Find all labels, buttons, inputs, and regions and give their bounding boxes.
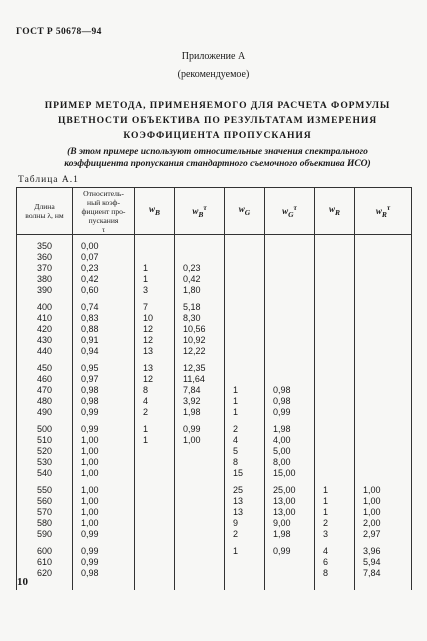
cell-wR-tau: 1,00 — [355, 507, 412, 518]
cell-wavelength: 420 — [17, 324, 73, 335]
table-row — [17, 396, 412, 407]
cell-rel-transmittance: 0,91 — [73, 335, 135, 346]
cell-wG: 15 — [225, 468, 265, 479]
table-row — [17, 346, 412, 357]
cell-wavelength: 350 — [17, 235, 73, 253]
cell-wB: 7 — [135, 296, 175, 313]
cell-wB: 1 — [135, 418, 175, 435]
cell-wB-tau — [175, 568, 225, 579]
cell-wR — [315, 335, 355, 346]
cell-wB — [135, 540, 175, 557]
cell-wB-tau — [175, 529, 225, 540]
cell-wG — [225, 568, 265, 579]
cell-rel-transmittance: 0,74 — [73, 296, 135, 313]
cell-wB-tau — [175, 518, 225, 529]
cell-rel-transmittance: 0,99 — [73, 557, 135, 568]
cell-rel-transmittance: 0,95 — [73, 357, 135, 374]
cell-wG-tau — [265, 557, 315, 568]
cell-wB — [135, 518, 175, 529]
cell-wR — [315, 357, 355, 374]
cell-wG-tau: 4,00 — [265, 435, 315, 446]
cell-wG: 8 — [225, 457, 265, 468]
cell-wB: 8 — [135, 385, 175, 396]
cell-wB — [135, 568, 175, 579]
cell-wG-tau: 25,00 — [265, 479, 315, 496]
cell-wR — [315, 235, 355, 253]
cell-wG — [225, 557, 265, 568]
cell-wR: 8 — [315, 568, 355, 579]
cell-rel-transmittance: 0,83 — [73, 313, 135, 324]
cell-wB: 13 — [135, 357, 175, 374]
note-line-1: (В этом примере используют относительные значения спектрального — [67, 147, 368, 157]
header-rel-line-4: пускания — [88, 215, 119, 225]
cell-wB-tau: 0,99 — [175, 418, 225, 435]
cell-rel-transmittance: 0,97 — [73, 374, 135, 385]
cell-wG — [225, 252, 265, 263]
cell-wavelength: 510 — [17, 435, 73, 446]
cell-wB-tau — [175, 540, 225, 557]
cell-wR: 6 — [315, 557, 355, 568]
cell-wG: 9 — [225, 518, 265, 529]
cell-wG — [225, 357, 265, 374]
cell-wavelength: 620 — [17, 568, 73, 579]
cell-wR — [315, 418, 355, 435]
cell-wB: 3 — [135, 285, 175, 296]
cell-rel-transmittance: 0,88 — [73, 324, 135, 335]
cell-wB-tau — [175, 507, 225, 518]
cell-wB-tau — [175, 496, 225, 507]
cell-rel-transmittance: 0,07 — [73, 252, 135, 263]
cell-wG-tau: 1,98 — [265, 529, 315, 540]
cell-wavelength: 360 — [17, 252, 73, 263]
cell-rel-transmittance: 0,99 — [73, 418, 135, 435]
cell-wavelength: 480 — [17, 396, 73, 407]
cell-wG — [225, 335, 265, 346]
cell-wavelength: 590 — [17, 529, 73, 540]
cell-wB-tau — [175, 457, 225, 468]
cell-wB: 10 — [135, 313, 175, 324]
cell-wB-tau — [175, 557, 225, 568]
table-row — [17, 374, 412, 385]
heading-line-1: ПРИМЕР МЕТОДА, ПРИМЕНЯЕМОГО ДЛЯ РАСЧЕТА ФОРМУЛЫ — [44, 100, 391, 111]
cell-wR — [315, 285, 355, 296]
header-wR: $w_R$ — [315, 188, 355, 235]
cell-wB — [135, 252, 175, 263]
cell-wavelength: 470 — [17, 385, 73, 396]
cell-wG-tau — [265, 324, 315, 335]
table-row — [17, 496, 412, 507]
cell-wB: 2 — [135, 407, 175, 418]
appendix-subtitle: (рекомендуемое) — [177, 69, 250, 80]
page-number: 10 — [17, 576, 28, 588]
cell-wG-tau — [265, 335, 315, 346]
cell-wR: 1 — [315, 496, 355, 507]
table-body — [17, 235, 412, 591]
cell-wG-tau: 0,98 — [265, 396, 315, 407]
header-rel-line-5: τ — [101, 224, 106, 234]
table-row — [17, 529, 412, 540]
cell-wB: 12 — [135, 335, 175, 346]
cell-wavelength: 390 — [17, 285, 73, 296]
table-row — [17, 479, 412, 496]
note-line-2: коэффициента пропускания стандартного съемочного объектива ИСО) — [64, 159, 371, 169]
cell-rel-transmittance: 1,00 — [73, 479, 135, 496]
cell-wG — [225, 313, 265, 324]
cell-wavelength: 410 — [17, 313, 73, 324]
cell-rel-transmittance: 1,00 — [73, 518, 135, 529]
table-name: Таблица А.1 — [18, 175, 79, 185]
cell-wG: 2 — [225, 418, 265, 435]
cell-wavelength: 550 — [17, 479, 73, 496]
cell-wG-tau — [265, 296, 315, 313]
table-row — [17, 274, 412, 285]
table-row — [17, 435, 412, 446]
header-rel-line-3: фициент про- — [81, 206, 126, 216]
cell-wG-tau: 0,99 — [265, 540, 315, 557]
cell-wG: 1 — [225, 385, 265, 396]
heading-line-3: КОЭФФИЦИЕНТА ПРОПУСКАНИЯ — [123, 130, 312, 141]
table-row — [17, 296, 412, 313]
table-row — [17, 540, 412, 557]
table-row — [17, 385, 412, 396]
cell-wG: 4 — [225, 435, 265, 446]
cell-wG — [225, 296, 265, 313]
header-wavelength-line-2: волны λ, нм — [25, 211, 64, 220]
cell-wR-tau — [355, 468, 412, 479]
cell-wR: 2 — [315, 518, 355, 529]
table-row — [17, 418, 412, 435]
cell-wG-tau: 5,00 — [265, 446, 315, 457]
cell-wavelength: 380 — [17, 274, 73, 285]
cell-wG — [225, 263, 265, 274]
cell-wR-tau — [355, 418, 412, 435]
cell-wB — [135, 507, 175, 518]
cell-wB-tau — [175, 479, 225, 496]
cell-wG: 5 — [225, 446, 265, 457]
cell-wG-tau: 8,00 — [265, 457, 315, 468]
cell-wB: 1 — [135, 274, 175, 285]
appendix-title: Приложение А — [181, 51, 246, 62]
cell-wR — [315, 396, 355, 407]
cell-wG: 1 — [225, 396, 265, 407]
header-wG: $w_G$ — [225, 188, 265, 235]
cell-wB-tau: 10,92 — [175, 335, 225, 346]
cell-wR-tau: 1,00 — [355, 479, 412, 496]
cell-wR — [315, 274, 355, 285]
cell-spacer — [265, 579, 315, 590]
cell-wG-tau: 9,00 — [265, 518, 315, 529]
cell-wR-tau — [355, 374, 412, 385]
cell-wR-tau — [355, 274, 412, 285]
cell-wG-tau — [265, 374, 315, 385]
table-row — [17, 263, 412, 274]
cell-wG-tau — [265, 357, 315, 374]
cell-wB-tau: 1,00 — [175, 435, 225, 446]
header-wB: $w_B$ — [135, 188, 175, 235]
cell-wR-tau: 2,00 — [355, 518, 412, 529]
table-row-spacer — [17, 579, 412, 590]
cell-wavelength: 560 — [17, 496, 73, 507]
cell-wR — [315, 457, 355, 468]
cell-wG-tau — [265, 346, 315, 357]
heading-line-2: ЦВЕТНОСТИ ОБЪЕКТИВА ПО РЕЗУЛЬТАТАМ ИЗМЕРЕНИЯ — [57, 115, 378, 126]
cell-wB-tau: 7,84 — [175, 385, 225, 396]
cell-wR — [315, 263, 355, 274]
cell-wB-tau: 0,42 — [175, 274, 225, 285]
cell-rel-transmittance: 1,00 — [73, 496, 135, 507]
cell-wB-tau: 1,98 — [175, 407, 225, 418]
cell-wG-tau — [265, 285, 315, 296]
cell-wB: 4 — [135, 396, 175, 407]
cell-wB — [135, 468, 175, 479]
cell-wR — [315, 446, 355, 457]
cell-wR-tau — [355, 324, 412, 335]
cell-rel-transmittance: 1,00 — [73, 468, 135, 479]
cell-wG-tau — [265, 568, 315, 579]
cell-wR-tau — [355, 313, 412, 324]
cell-wB: 1 — [135, 263, 175, 274]
header-rel-line-1: Относитель- — [83, 188, 124, 198]
cell-wR-tau: 7,84 — [355, 568, 412, 579]
cell-wR-tau — [355, 396, 412, 407]
cell-rel-transmittance: 0,98 — [73, 396, 135, 407]
cell-wB-tau: 8,30 — [175, 313, 225, 324]
table-row — [17, 568, 412, 579]
table-header-row — [17, 188, 412, 235]
cell-wG-tau: 13,00 — [265, 496, 315, 507]
cell-wavelength: 490 — [17, 407, 73, 418]
cell-wR: 4 — [315, 540, 355, 557]
cell-wavelength: 370 — [17, 263, 73, 274]
cell-rel-transmittance: 0,99 — [73, 540, 135, 557]
cell-wG: 1 — [225, 540, 265, 557]
header-wR-tau: $w_R^\tau$ — [355, 188, 412, 235]
cell-wR — [315, 324, 355, 335]
cell-wavelength: 570 — [17, 507, 73, 518]
cell-wavelength: 520 — [17, 446, 73, 457]
cell-wG — [225, 274, 265, 285]
cell-spacer — [225, 579, 265, 590]
table-row — [17, 557, 412, 568]
cell-wB-tau: 11,64 — [175, 374, 225, 385]
cell-wG-tau: 13,00 — [265, 507, 315, 518]
cell-wG: 1 — [225, 407, 265, 418]
table-row — [17, 252, 412, 263]
cell-wB-tau: 5,18 — [175, 296, 225, 313]
header-wB-tau: $w_B^\tau$ — [175, 188, 225, 235]
cell-wR-tau — [355, 346, 412, 357]
cell-wB-tau: 12,35 — [175, 357, 225, 374]
cell-wB — [135, 557, 175, 568]
cell-wR — [315, 313, 355, 324]
cell-wR-tau — [355, 263, 412, 274]
cell-wG: 2 — [225, 529, 265, 540]
cell-wB-tau — [175, 235, 225, 253]
cell-wB-tau: 3,92 — [175, 396, 225, 407]
cell-wB-tau — [175, 252, 225, 263]
table-row — [17, 357, 412, 374]
cell-rel-transmittance: 0,98 — [73, 568, 135, 579]
cell-wG — [225, 346, 265, 357]
cell-wR-tau: 1,00 — [355, 496, 412, 507]
cell-wG: 13 — [225, 507, 265, 518]
cell-wG — [225, 324, 265, 335]
cell-wG-tau — [265, 252, 315, 263]
table-row — [17, 335, 412, 346]
cell-wR — [315, 346, 355, 357]
cell-wG-tau: 0,99 — [265, 407, 315, 418]
cell-wB: 13 — [135, 346, 175, 357]
cell-spacer — [315, 579, 355, 590]
cell-wG-tau — [265, 235, 315, 253]
cell-rel-transmittance: 1,00 — [73, 435, 135, 446]
cell-wB — [135, 446, 175, 457]
table-row — [17, 324, 412, 335]
header-relative-transmittance — [73, 188, 135, 235]
cell-wavelength: 610 — [17, 557, 73, 568]
table-row — [17, 407, 412, 418]
cell-wavelength: 600 — [17, 540, 73, 557]
cell-wB: 12 — [135, 324, 175, 335]
cell-wB-tau: 12,22 — [175, 346, 225, 357]
cell-wB-tau — [175, 468, 225, 479]
cell-rel-transmittance: 0,60 — [73, 285, 135, 296]
cell-wR-tau — [355, 407, 412, 418]
standard-header: ГОСТ Р 50678—94 — [16, 27, 102, 37]
cell-wavelength: 440 — [17, 346, 73, 357]
cell-rel-transmittance: 0,42 — [73, 274, 135, 285]
cell-wG-tau — [265, 263, 315, 274]
cell-wavelength: 400 — [17, 296, 73, 313]
table-row — [17, 518, 412, 529]
cell-wB: 1 — [135, 435, 175, 446]
header-wG-tau: $w_G^\tau$ — [265, 188, 315, 235]
table-row — [17, 235, 412, 253]
cell-wG — [225, 374, 265, 385]
cell-rel-transmittance: 0,94 — [73, 346, 135, 357]
cell-wR-tau — [355, 285, 412, 296]
cell-wavelength: 450 — [17, 357, 73, 374]
cell-wR-tau — [355, 435, 412, 446]
cell-rel-transmittance: 1,00 — [73, 457, 135, 468]
table-row — [17, 507, 412, 518]
cell-wG-tau: 15,00 — [265, 468, 315, 479]
cell-wR — [315, 435, 355, 446]
cell-wB-tau: 0,23 — [175, 263, 225, 274]
header-rel-line-2: ный коэф- — [87, 197, 120, 207]
cell-rel-transmittance: 1,00 — [73, 507, 135, 518]
cell-wavelength: 430 — [17, 335, 73, 346]
cell-wR-tau: 5,94 — [355, 557, 412, 568]
cell-wR-tau — [355, 457, 412, 468]
cell-wG: 13 — [225, 496, 265, 507]
cell-wG — [225, 285, 265, 296]
cell-rel-transmittance: 0,23 — [73, 263, 135, 274]
cell-wR-tau — [355, 335, 412, 346]
cell-rel-transmittance: 1,00 — [73, 446, 135, 457]
cell-wR — [315, 374, 355, 385]
cell-wR — [315, 385, 355, 396]
cell-wavelength: 500 — [17, 418, 73, 435]
table-row — [17, 457, 412, 468]
cell-wG-tau: 0,98 — [265, 385, 315, 396]
header-wavelength-line-1: Длина — [34, 202, 55, 211]
cell-wB-tau: 1,80 — [175, 285, 225, 296]
cell-wR-tau: 2,97 — [355, 529, 412, 540]
cell-spacer — [73, 579, 135, 590]
cell-rel-transmittance: 0,98 — [73, 385, 135, 396]
cell-wG-tau: 1,98 — [265, 418, 315, 435]
cell-wavelength: 540 — [17, 468, 73, 479]
cell-wB — [135, 529, 175, 540]
cell-wavelength: 530 — [17, 457, 73, 468]
cell-wG — [225, 235, 265, 253]
cell-wB-tau — [175, 446, 225, 457]
cell-wR — [315, 407, 355, 418]
cell-wR — [315, 252, 355, 263]
cell-rel-transmittance: 0,99 — [73, 407, 135, 418]
cell-wR-tau — [355, 446, 412, 457]
cell-wR: 3 — [315, 529, 355, 540]
cell-wR-tau — [355, 235, 412, 253]
cell-rel-transmittance: 0,00 — [73, 235, 135, 253]
cell-wB-tau: 10,56 — [175, 324, 225, 335]
table-row — [17, 468, 412, 479]
header-wavelength — [17, 188, 73, 235]
cell-wB — [135, 457, 175, 468]
cell-wR: 1 — [315, 507, 355, 518]
cell-wR — [315, 296, 355, 313]
cell-spacer — [175, 579, 225, 590]
cell-wR: 1 — [315, 479, 355, 496]
table-row — [17, 446, 412, 457]
cell-rel-transmittance: 0,99 — [73, 529, 135, 540]
data-table — [16, 187, 412, 590]
cell-wB — [135, 235, 175, 253]
cell-spacer — [355, 579, 412, 590]
cell-wG: 25 — [225, 479, 265, 496]
cell-wR-tau — [355, 385, 412, 396]
cell-wR-tau — [355, 296, 412, 313]
cell-wB — [135, 479, 175, 496]
cell-wR-tau — [355, 252, 412, 263]
cell-wB: 12 — [135, 374, 175, 385]
table-row — [17, 285, 412, 296]
cell-wavelength: 460 — [17, 374, 73, 385]
cell-wG-tau — [265, 274, 315, 285]
cell-spacer — [135, 579, 175, 590]
cell-wR-tau: 3,96 — [355, 540, 412, 557]
cell-wR-tau — [355, 357, 412, 374]
cell-wavelength: 580 — [17, 518, 73, 529]
cell-wR — [315, 468, 355, 479]
cell-wB — [135, 496, 175, 507]
cell-wG-tau — [265, 313, 315, 324]
table-row — [17, 313, 412, 324]
